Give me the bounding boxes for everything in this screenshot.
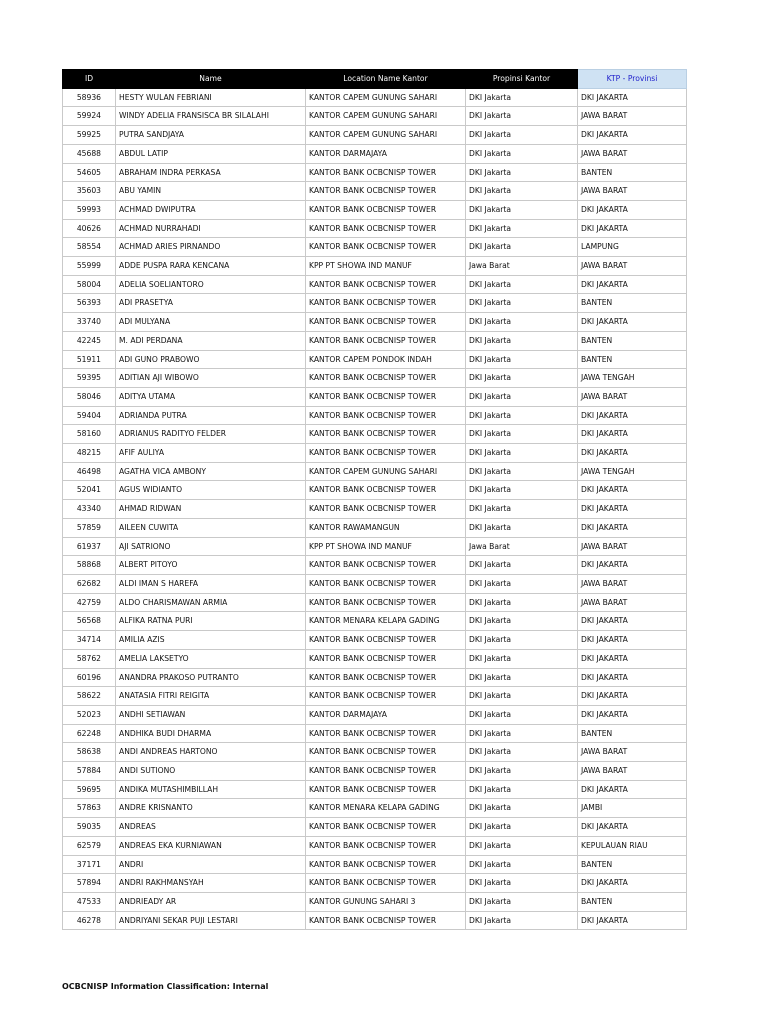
cell-name: ANDI ANDREAS HARTONO	[116, 743, 306, 762]
table-row	[63, 649, 687, 668]
cell-id: 57894	[63, 874, 116, 893]
cell-location: KANTOR BANK OCBCNISP TOWER	[306, 369, 466, 388]
cell-location: KANTOR BANK OCBCNISP TOWER	[306, 163, 466, 182]
cell-id: 42245	[63, 331, 116, 350]
cell-location: KANTOR MENARA KELAPA GADING	[306, 612, 466, 631]
cell-location: KANTOR CAPEM PONDOK INDAH	[306, 350, 466, 369]
table-row	[63, 219, 687, 238]
cell-propinsi: DKI Jakarta	[466, 724, 578, 743]
cell-id: 59395	[63, 369, 116, 388]
cell-id: 56393	[63, 294, 116, 313]
cell-id: 62579	[63, 836, 116, 855]
table-row	[63, 387, 687, 406]
cell-propinsi: DKI Jakarta	[466, 350, 578, 369]
cell-name: ADITYA UTAMA	[116, 387, 306, 406]
cell-id: 46278	[63, 911, 116, 930]
table-row	[63, 462, 687, 481]
table-row	[63, 892, 687, 911]
cell-ktp-provinsi: DKI JAKARTA	[578, 687, 687, 706]
cell-id: 56568	[63, 612, 116, 631]
cell-propinsi: DKI Jakarta	[466, 762, 578, 781]
cell-propinsi: DKI Jakarta	[466, 556, 578, 575]
cell-name: AILEEN CUWITA	[116, 518, 306, 537]
table-row	[63, 724, 687, 743]
cell-location: KANTOR DARMAJAYA	[306, 705, 466, 724]
cell-propinsi: DKI Jakarta	[466, 182, 578, 201]
cell-ktp-provinsi: BANTEN	[578, 892, 687, 911]
cell-ktp-provinsi: DKI JAKARTA	[578, 200, 687, 219]
cell-name: ABDUL LATIP	[116, 144, 306, 163]
cell-name: ANATASIA FITRI REIGITA	[116, 687, 306, 706]
cell-location: KANTOR BANK OCBCNISP TOWER	[306, 406, 466, 425]
cell-location: KANTOR BANK OCBCNISP TOWER	[306, 425, 466, 444]
cell-id: 57863	[63, 799, 116, 818]
cell-ktp-provinsi: BANTEN	[578, 331, 687, 350]
cell-ktp-provinsi: JAMBI	[578, 799, 687, 818]
cell-location: KANTOR BANK OCBCNISP TOWER	[306, 182, 466, 201]
cell-id: 33740	[63, 313, 116, 332]
cell-location: KANTOR BANK OCBCNISP TOWER	[306, 668, 466, 687]
cell-propinsi: DKI Jakarta	[466, 705, 578, 724]
cell-ktp-provinsi: DKI JAKARTA	[578, 631, 687, 650]
table-row	[63, 743, 687, 762]
table-row	[63, 294, 687, 313]
cell-location: KANTOR BANK OCBCNISP TOWER	[306, 743, 466, 762]
cell-name: ANDRIEADY AR	[116, 892, 306, 911]
table-row	[63, 874, 687, 893]
table-row	[63, 705, 687, 724]
table-row	[63, 500, 687, 519]
cell-location: KANTOR BANK OCBCNISP TOWER	[306, 724, 466, 743]
cell-id: 58004	[63, 275, 116, 294]
table-row	[63, 425, 687, 444]
cell-ktp-provinsi: JAWA BARAT	[578, 762, 687, 781]
table-row	[63, 238, 687, 257]
cell-name: AHMAD RIDWAN	[116, 500, 306, 519]
cell-ktp-provinsi: DKI JAKARTA	[578, 406, 687, 425]
cell-ktp-provinsi: DKI JAKARTA	[578, 780, 687, 799]
cell-id: 60196	[63, 668, 116, 687]
cell-id: 54605	[63, 163, 116, 182]
cell-name: ACHMAD ARIES PIRNANDO	[116, 238, 306, 257]
cell-id: 52041	[63, 481, 116, 500]
cell-id: 35603	[63, 182, 116, 201]
cell-ktp-provinsi: DKI JAKARTA	[578, 500, 687, 519]
cell-name: ANDRI RAKHMANSYAH	[116, 874, 306, 893]
classification-footer: OCBCNISP Information Classification: Internal	[62, 982, 269, 991]
cell-propinsi: DKI Jakarta	[466, 88, 578, 107]
table-row	[63, 275, 687, 294]
cell-propinsi: DKI Jakarta	[466, 780, 578, 799]
cell-ktp-provinsi: JAWA TENGAH	[578, 369, 687, 388]
cell-ktp-provinsi: BANTEN	[578, 855, 687, 874]
cell-propinsi: DKI Jakarta	[466, 593, 578, 612]
cell-id: 58936	[63, 88, 116, 107]
cell-ktp-provinsi: DKI JAKARTA	[578, 518, 687, 537]
cell-ktp-provinsi: KEPULAUAN RIAU	[578, 836, 687, 855]
cell-id: 59993	[63, 200, 116, 219]
cell-ktp-provinsi: JAWA BARAT	[578, 593, 687, 612]
cell-location: KANTOR BANK OCBCNISP TOWER	[306, 200, 466, 219]
table-row	[63, 406, 687, 425]
cell-id: 62248	[63, 724, 116, 743]
cell-location: KANTOR BANK OCBCNISP TOWER	[306, 481, 466, 500]
cell-id: 57859	[63, 518, 116, 537]
cell-propinsi: DKI Jakarta	[466, 369, 578, 388]
cell-id: 43340	[63, 500, 116, 519]
cell-name: ADITIAN AJI WIBOWO	[116, 369, 306, 388]
cell-id: 57884	[63, 762, 116, 781]
cell-id: 47533	[63, 892, 116, 911]
cell-id: 58046	[63, 387, 116, 406]
cell-propinsi: DKI Jakarta	[466, 687, 578, 706]
cell-propinsi: DKI Jakarta	[466, 425, 578, 444]
table-row	[63, 88, 687, 107]
cell-id: 58554	[63, 238, 116, 257]
cell-name: ADDE PUSPA RARA KENCANA	[116, 257, 306, 276]
cell-ktp-provinsi: DKI JAKARTA	[578, 313, 687, 332]
cell-name: AMELIA LAKSETYO	[116, 649, 306, 668]
cell-ktp-provinsi: JAWA BARAT	[578, 743, 687, 762]
cell-name: ANANDRA PRAKOSO PUTRANTO	[116, 668, 306, 687]
table-row	[63, 780, 687, 799]
cell-location: KPP PT SHOWA IND MANUF	[306, 257, 466, 276]
cell-location: KANTOR BANK OCBCNISP TOWER	[306, 219, 466, 238]
table-row	[63, 818, 687, 837]
cell-ktp-provinsi: JAWA BARAT	[578, 257, 687, 276]
cell-propinsi: DKI Jakarta	[466, 743, 578, 762]
cell-location: KANTOR BANK OCBCNISP TOWER	[306, 313, 466, 332]
table-body	[63, 88, 687, 930]
cell-ktp-provinsi: LAMPUNG	[578, 238, 687, 257]
cell-ktp-provinsi: BANTEN	[578, 350, 687, 369]
cell-name: ANDI SUTIONO	[116, 762, 306, 781]
cell-ktp-provinsi: DKI JAKARTA	[578, 556, 687, 575]
cell-location: KANTOR RAWAMANGUN	[306, 518, 466, 537]
cell-location: KANTOR CAPEM GUNUNG SAHARI	[306, 126, 466, 145]
cell-id: 59924	[63, 107, 116, 126]
cell-ktp-provinsi: BANTEN	[578, 724, 687, 743]
cell-propinsi: DKI Jakarta	[466, 874, 578, 893]
cell-name: ABU YAMIN	[116, 182, 306, 201]
table-row	[63, 182, 687, 201]
cell-name: PUTRA SANDJAYA	[116, 126, 306, 145]
table-row	[63, 687, 687, 706]
cell-ktp-provinsi: BANTEN	[578, 294, 687, 313]
cell-id: 45688	[63, 144, 116, 163]
cell-ktp-provinsi: DKI JAKARTA	[578, 668, 687, 687]
cell-ktp-provinsi: JAWA BARAT	[578, 574, 687, 593]
cell-location: KANTOR CAPEM GUNUNG SAHARI	[306, 462, 466, 481]
cell-name: AMILIA AZIS	[116, 631, 306, 650]
cell-name: ALDO CHARISMAWAN ARMIA	[116, 593, 306, 612]
table-row	[63, 331, 687, 350]
cell-name: ADRIANUS RADITYO FELDER	[116, 425, 306, 444]
cell-propinsi: DKI Jakarta	[466, 294, 578, 313]
cell-ktp-provinsi: DKI JAKARTA	[578, 425, 687, 444]
cell-ktp-provinsi: JAWA BARAT	[578, 537, 687, 556]
cell-ktp-provinsi: JAWA BARAT	[578, 182, 687, 201]
cell-id: 48215	[63, 444, 116, 463]
table-row	[63, 631, 687, 650]
cell-propinsi: DKI Jakarta	[466, 500, 578, 519]
cell-name: AJI SATRIONO	[116, 537, 306, 556]
cell-id: 34714	[63, 631, 116, 650]
cell-propinsi: DKI Jakarta	[466, 163, 578, 182]
cell-propinsi: DKI Jakarta	[466, 126, 578, 145]
table-row	[63, 668, 687, 687]
table-row	[63, 556, 687, 575]
table-row	[63, 107, 687, 126]
cell-propinsi: DKI Jakarta	[466, 331, 578, 350]
cell-ktp-provinsi: DKI JAKARTA	[578, 444, 687, 463]
cell-id: 58160	[63, 425, 116, 444]
cell-id: 58868	[63, 556, 116, 575]
cell-name: AGUS WIDIANTO	[116, 481, 306, 500]
cell-ktp-provinsi: JAWA BARAT	[578, 107, 687, 126]
cell-name: ACHMAD NURRAHADI	[116, 219, 306, 238]
cell-name: ALFIKA RATNA PURI	[116, 612, 306, 631]
table-row	[63, 369, 687, 388]
cell-location: KANTOR BANK OCBCNISP TOWER	[306, 874, 466, 893]
cell-id: 42759	[63, 593, 116, 612]
column-header-propinsi: Propinsi Kantor	[466, 70, 578, 89]
cell-location: KANTOR CAPEM GUNUNG SAHARI	[306, 88, 466, 107]
cell-propinsi: DKI Jakarta	[466, 406, 578, 425]
cell-name: ADRIANDA PUTRA	[116, 406, 306, 425]
cell-ktp-provinsi: DKI JAKARTA	[578, 126, 687, 145]
table-row	[63, 163, 687, 182]
table-row	[63, 911, 687, 930]
cell-id: 59925	[63, 126, 116, 145]
cell-ktp-provinsi: DKI JAKARTA	[578, 612, 687, 631]
column-header-ktp-provinsi: KTP - Provinsi	[578, 70, 687, 89]
cell-ktp-provinsi: DKI JAKARTA	[578, 818, 687, 837]
column-header-location: Location Name Kantor	[306, 70, 466, 89]
cell-location: KPP PT SHOWA IND MANUF	[306, 537, 466, 556]
table-row	[63, 799, 687, 818]
cell-name: ADELIA SOELIANTORO	[116, 275, 306, 294]
table-row	[63, 574, 687, 593]
cell-location: KANTOR BANK OCBCNISP TOWER	[306, 631, 466, 650]
cell-name: M. ADI PERDANA	[116, 331, 306, 350]
cell-location: KANTOR BANK OCBCNISP TOWER	[306, 387, 466, 406]
cell-id: 62682	[63, 574, 116, 593]
table-row	[63, 126, 687, 145]
cell-location: KANTOR BANK OCBCNISP TOWER	[306, 836, 466, 855]
cell-propinsi: DKI Jakarta	[466, 275, 578, 294]
cell-name: WINDY ADELIA FRANSISCA BR SILALAHI	[116, 107, 306, 126]
cell-propinsi: DKI Jakarta	[466, 836, 578, 855]
cell-name: ACHMAD DWIPUTRA	[116, 200, 306, 219]
cell-location: KANTOR BANK OCBCNISP TOWER	[306, 855, 466, 874]
cell-name: ALDI IMAN S HAREFA	[116, 574, 306, 593]
cell-ktp-provinsi: DKI JAKARTA	[578, 481, 687, 500]
cell-id: 58762	[63, 649, 116, 668]
cell-name: ANDIKA MUTASHIMBILLAH	[116, 780, 306, 799]
cell-id: 46498	[63, 462, 116, 481]
table-row	[63, 612, 687, 631]
cell-name: ALBERT PITOYO	[116, 556, 306, 575]
cell-name: AGATHA VICA AMBONY	[116, 462, 306, 481]
cell-propinsi: DKI Jakarta	[466, 313, 578, 332]
cell-propinsi: DKI Jakarta	[466, 219, 578, 238]
cell-location: KANTOR DARMAJAYA	[306, 144, 466, 163]
cell-location: KANTOR BANK OCBCNISP TOWER	[306, 331, 466, 350]
cell-id: 58638	[63, 743, 116, 762]
table-row	[63, 200, 687, 219]
table-row	[63, 762, 687, 781]
cell-ktp-provinsi: JAWA TENGAH	[578, 462, 687, 481]
cell-name: ANDRI	[116, 855, 306, 874]
cell-ktp-provinsi: DKI JAKARTA	[578, 649, 687, 668]
cell-ktp-provinsi: DKI JAKARTA	[578, 219, 687, 238]
cell-name: ANDRE KRISNANTO	[116, 799, 306, 818]
table-row	[63, 593, 687, 612]
cell-propinsi: DKI Jakarta	[466, 649, 578, 668]
cell-propinsi: DKI Jakarta	[466, 387, 578, 406]
cell-propinsi: DKI Jakarta	[466, 144, 578, 163]
cell-name: ANDRIYANI SEKAR PUJI LESTARI	[116, 911, 306, 930]
cell-propinsi: DKI Jakarta	[466, 481, 578, 500]
cell-propinsi: DKI Jakarta	[466, 444, 578, 463]
table-row	[63, 836, 687, 855]
cell-id: 51911	[63, 350, 116, 369]
cell-location: KANTOR BANK OCBCNISP TOWER	[306, 238, 466, 257]
cell-name: ADI MULYANA	[116, 313, 306, 332]
cell-id: 55999	[63, 257, 116, 276]
cell-location: KANTOR BANK OCBCNISP TOWER	[306, 780, 466, 799]
cell-id: 58622	[63, 687, 116, 706]
cell-id: 59035	[63, 818, 116, 837]
cell-propinsi: DKI Jakarta	[466, 238, 578, 257]
cell-location: KANTOR MENARA KELAPA GADING	[306, 799, 466, 818]
cell-id: 61937	[63, 537, 116, 556]
cell-propinsi: DKI Jakarta	[466, 200, 578, 219]
table-row	[63, 350, 687, 369]
cell-ktp-provinsi: BANTEN	[578, 163, 687, 182]
cell-location: KANTOR BANK OCBCNISP TOWER	[306, 649, 466, 668]
table-row	[63, 855, 687, 874]
cell-location: KANTOR CAPEM GUNUNG SAHARI	[306, 107, 466, 126]
cell-propinsi: DKI Jakarta	[466, 799, 578, 818]
cell-name: ADI GUNO PRABOWO	[116, 350, 306, 369]
table-row	[63, 444, 687, 463]
table-row	[63, 257, 687, 276]
cell-ktp-provinsi: DKI JAKARTA	[578, 275, 687, 294]
table-header-row	[63, 70, 687, 89]
table-row	[63, 313, 687, 332]
column-header-id: ID	[63, 70, 116, 89]
cell-name: ABRAHAM INDRA PERKASA	[116, 163, 306, 182]
cell-id: 59404	[63, 406, 116, 425]
table-row	[63, 481, 687, 500]
cell-ktp-provinsi: JAWA BARAT	[578, 144, 687, 163]
cell-propinsi: DKI Jakarta	[466, 631, 578, 650]
table-row	[63, 518, 687, 537]
cell-id: 37171	[63, 855, 116, 874]
cell-ktp-provinsi: JAWA BARAT	[578, 387, 687, 406]
cell-name: ANDHI SETIAWAN	[116, 705, 306, 724]
cell-ktp-provinsi: DKI JAKARTA	[578, 911, 687, 930]
cell-location: KANTOR BANK OCBCNISP TOWER	[306, 275, 466, 294]
employee-table	[62, 69, 687, 930]
cell-propinsi: DKI Jakarta	[466, 574, 578, 593]
cell-location: KANTOR BANK OCBCNISP TOWER	[306, 556, 466, 575]
cell-propinsi: DKI Jakarta	[466, 818, 578, 837]
cell-name: AFIF AULIYA	[116, 444, 306, 463]
cell-location: KANTOR BANK OCBCNISP TOWER	[306, 574, 466, 593]
cell-id: 52023	[63, 705, 116, 724]
cell-name: ANDREAS EKA KURNIAWAN	[116, 836, 306, 855]
cell-propinsi: DKI Jakarta	[466, 911, 578, 930]
cell-location: KANTOR BANK OCBCNISP TOWER	[306, 762, 466, 781]
column-header-name: Name	[116, 70, 306, 89]
cell-id: 40626	[63, 219, 116, 238]
cell-propinsi: Jawa Barat	[466, 537, 578, 556]
cell-ktp-provinsi: DKI JAKARTA	[578, 88, 687, 107]
cell-propinsi: DKI Jakarta	[466, 462, 578, 481]
cell-name: ADI PRASETYA	[116, 294, 306, 313]
cell-propinsi: DKI Jakarta	[466, 855, 578, 874]
cell-propinsi: DKI Jakarta	[466, 612, 578, 631]
cell-location: KANTOR BANK OCBCNISP TOWER	[306, 593, 466, 612]
table-row	[63, 144, 687, 163]
cell-location: KANTOR GUNUNG SAHARI 3	[306, 892, 466, 911]
cell-location: KANTOR BANK OCBCNISP TOWER	[306, 818, 466, 837]
cell-name: HESTY WULAN FEBRIANI	[116, 88, 306, 107]
cell-ktp-provinsi: DKI JAKARTA	[578, 705, 687, 724]
cell-location: KANTOR BANK OCBCNISP TOWER	[306, 500, 466, 519]
cell-propinsi: DKI Jakarta	[466, 518, 578, 537]
cell-id: 59695	[63, 780, 116, 799]
cell-location: KANTOR BANK OCBCNISP TOWER	[306, 444, 466, 463]
cell-name: ANDHIKA BUDI DHARMA	[116, 724, 306, 743]
cell-propinsi: DKI Jakarta	[466, 668, 578, 687]
cell-propinsi: DKI Jakarta	[466, 107, 578, 126]
cell-ktp-provinsi: DKI JAKARTA	[578, 874, 687, 893]
cell-propinsi: DKI Jakarta	[466, 892, 578, 911]
cell-location: KANTOR BANK OCBCNISP TOWER	[306, 687, 466, 706]
cell-location: KANTOR BANK OCBCNISP TOWER	[306, 911, 466, 930]
cell-propinsi: Jawa Barat	[466, 257, 578, 276]
table-row	[63, 537, 687, 556]
cell-name: ANDREAS	[116, 818, 306, 837]
cell-location: KANTOR BANK OCBCNISP TOWER	[306, 294, 466, 313]
